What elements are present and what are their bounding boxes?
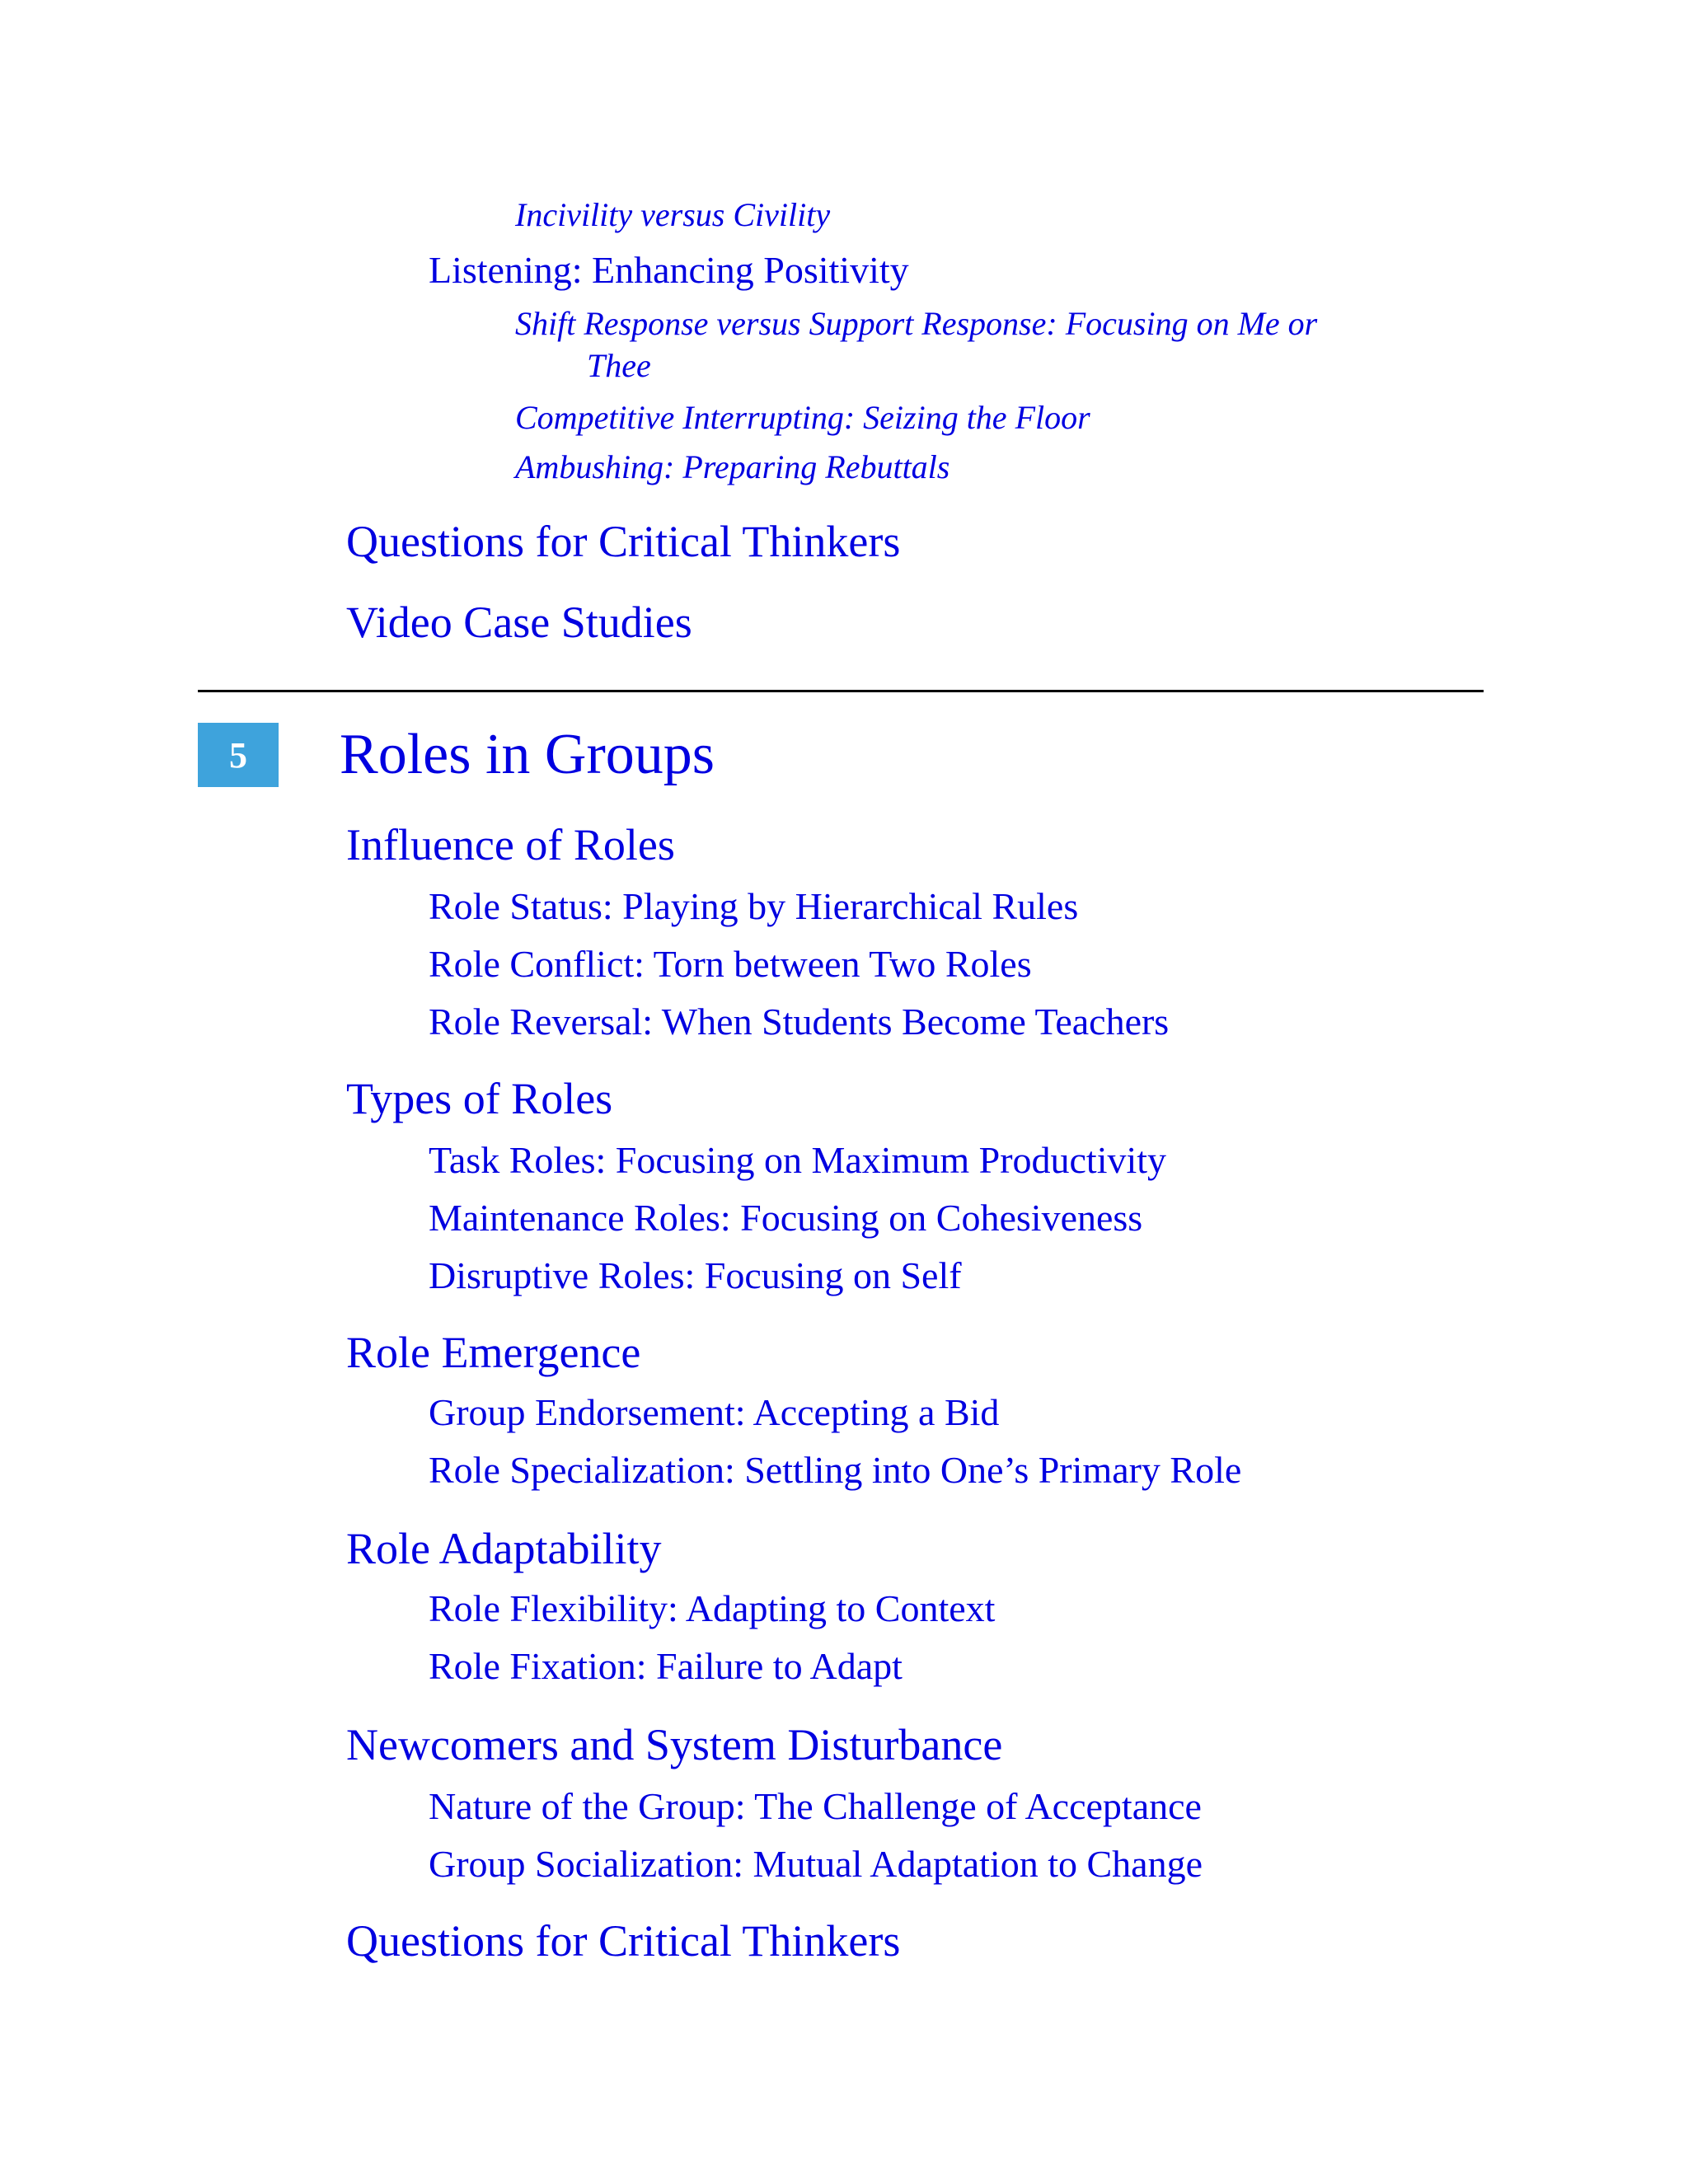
toc-item-link[interactable]: Group Endorsement: Accepting a Bid: [429, 1391, 1000, 1433]
toc-item-link[interactable]: Role Fixation: Failure to Adapt: [429, 1645, 903, 1687]
toc-subitem-link[interactable]: Shift Response versus Support Response: Focusing on Me or: [515, 305, 1318, 342]
toc-section-link-questions[interactable]: Questions for Critical Thinkers: [346, 1916, 901, 1966]
toc-section-link-questions[interactable]: Questions for Critical Thinkers: [346, 517, 901, 566]
toc-item-link[interactable]: Role Status: Playing by Hierarchical Rules: [429, 885, 1079, 927]
chapter-title-link[interactable]: Roles in Groups: [340, 723, 715, 786]
chapter-divider: [198, 690, 1484, 692]
toc-item-link[interactable]: Role Specialization: Settling into One’s Primary Role: [429, 1449, 1242, 1491]
toc-subitem-link[interactable]: Incivility versus Civility: [515, 196, 831, 233]
toc-item-link[interactable]: Group Socialization: Mutual Adaptation to Change: [429, 1843, 1203, 1885]
toc-item-link[interactable]: Disruptive Roles: Focusing on Self: [429, 1254, 962, 1296]
toc-subitem-link[interactable]: Ambushing: Preparing Rebuttals: [515, 448, 950, 485]
toc-item-link[interactable]: Role Reversal: When Students Become Teachers: [429, 1001, 1170, 1043]
toc-item-link[interactable]: Role Conflict: Torn between Two Roles: [429, 943, 1032, 985]
toc-item-link[interactable]: Task Roles: Focusing on Maximum Productivity: [429, 1139, 1167, 1181]
toc-section-link[interactable]: Types of Roles: [346, 1074, 613, 1123]
toc-section-link[interactable]: Role Emergence: [346, 1328, 641, 1377]
toc-item-link[interactable]: Maintenance Roles: Focusing on Cohesiveness: [429, 1197, 1143, 1239]
toc-subitem-link-continuation[interactable]: Thee: [587, 347, 651, 384]
chapter-number: 5: [229, 734, 247, 776]
toc-section-link[interactable]: Role Adaptability: [346, 1524, 662, 1573]
toc-item-link[interactable]: Role Flexibility: Adapting to Context: [429, 1587, 996, 1629]
toc-section-link[interactable]: Newcomers and System Disturbance: [346, 1720, 1003, 1769]
toc-item-link[interactable]: Listening: Enhancing Positivity: [429, 249, 909, 291]
toc-subitem-link[interactable]: Competitive Interrupting: Seizing the Floor: [515, 399, 1090, 436]
toc-section-link[interactable]: Influence of Roles: [346, 820, 675, 869]
chapter-number-badge: [198, 723, 279, 787]
toc-item-link[interactable]: Nature of the Group: The Challenge of Acceptance: [429, 1785, 1202, 1827]
toc-section-link-video[interactable]: Video Case Studies: [346, 598, 692, 647]
